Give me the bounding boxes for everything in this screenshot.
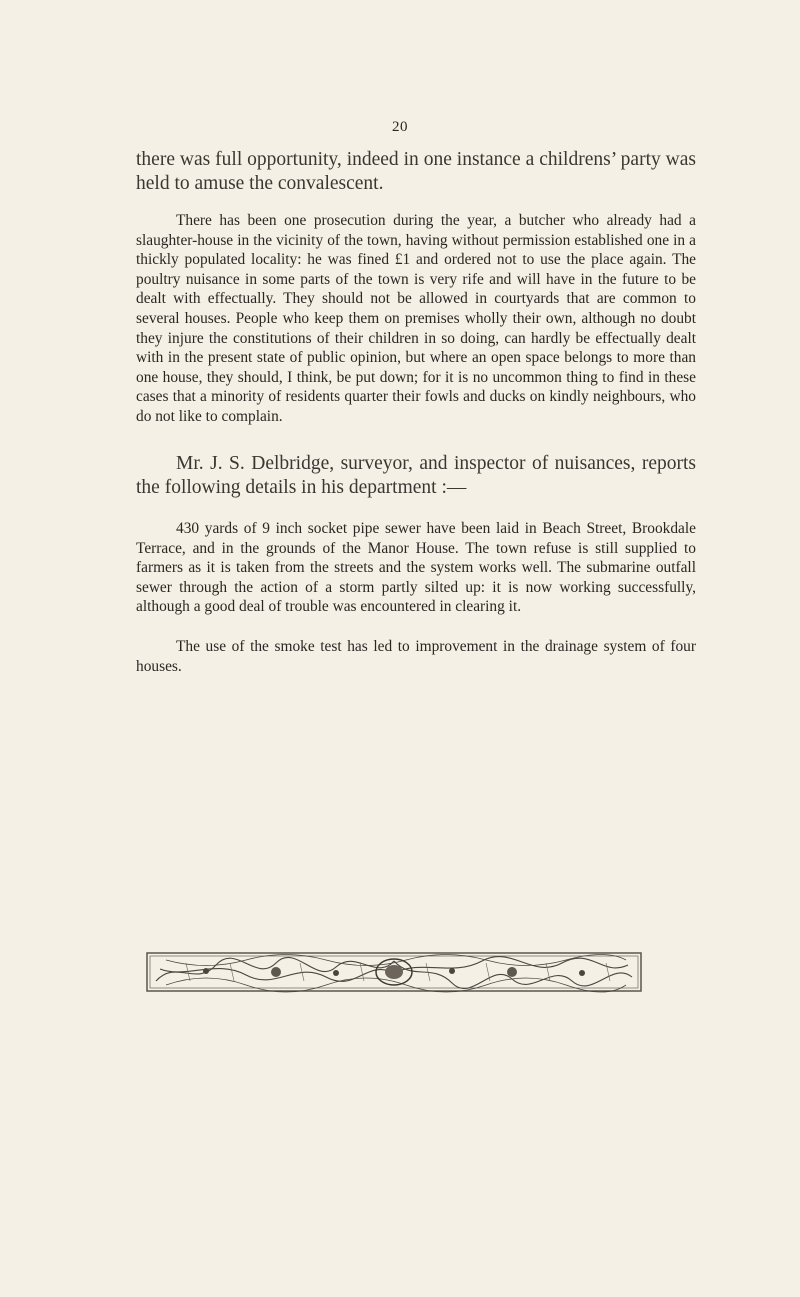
paragraph-sewer-works: 430 yards of 9 inch socket pipe sewer have been laid in Beach Street, Brookdale Terrace, and in the grounds of the Manor House. The town refuse is still supplied to farmers as it is taken from the streets and the system works well. The submarine outfall sewer through the action of a storm partly silted up: it is now working successfully, although a good deal of trouble was encountered in clearing it. xyxy=(136,520,696,616)
decorative-tailpiece-ornament xyxy=(146,951,642,993)
paragraph-opening: there was full opportunity, indeed in one instance a childrens’ party was held to amuse the convalescent. xyxy=(136,149,696,194)
page-number: 20 xyxy=(392,119,408,135)
ornament-engraving-icon xyxy=(146,951,642,993)
paragraph-surveyor-intro: Mr. J. S. Delbridge, surveyor, and inspector of nuisances, reports the following details in his department :— xyxy=(136,453,696,498)
paragraph-prosecution: There has been one prosecution during the year, a butcher who already had a slaughter-house in the vicinity of the town, having without permission established one in a thickly populated locality: he was fined £1 and ordered not to use the place again. The poultry nuisance in some parts of the town is very rife and will have in the future to be dealt with effectually. They should not be allowed in courtyards that are common to several houses. People who keep them on premises wholly their own, although no doubt they injure the constitutions of their children in so doing, can hardly be effectually dealt with in the present state of public opinion, but where an open space belongs to more than one house, they should, I think, be put down; for it is no uncommon thing to find in these cases that a minority of residents quarter their fowls and ducks on kindly neighbours, who do not like to complain. xyxy=(136,212,696,425)
paragraph-smoke-test: The use of the smoke test has led to improvement in the drainage system of four houses. xyxy=(136,638,696,675)
